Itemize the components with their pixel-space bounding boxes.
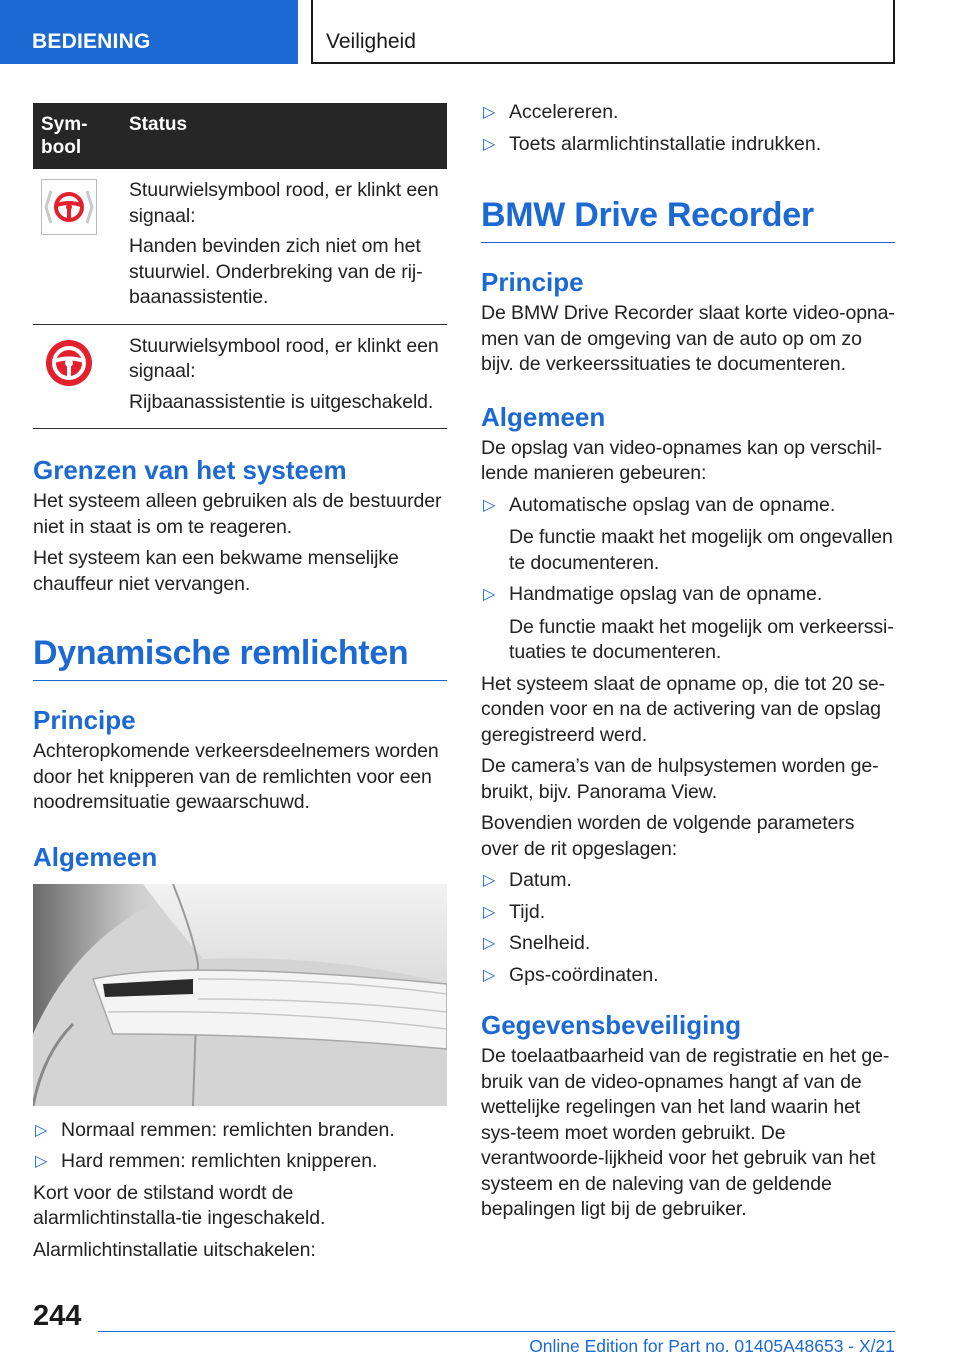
status-cell [121,169,447,324]
list-item: ▷ Tijd. [481,900,895,926]
hazard-off-list [481,100,895,157]
security-heading: Gegevensbeveiliging [481,1010,742,1040]
triangle-bullet-icon: ▷ [483,104,496,121]
list-item: ▷ Handmatige opslag van de opname. De functie maakt het mogelijk om verkeerssi-tuaties te documenteren. [483,583,894,663]
status-line: Stuurwielsymbool rood, er klinkt een signaal: [129,334,439,382]
steering-wheel-red-icon [41,335,97,391]
section-tab [0,0,298,64]
table-header-row [33,103,447,169]
right-column [481,100,895,1229]
list-item: ▷ Toets alarmlichtinstallatie indrukken. [481,132,895,158]
params-list [481,868,895,988]
status-detail: Handen bevinden zich niet om het stuurwiel. Onderbreking van de rij-baanassistentie. [129,235,423,308]
footer-edition: Online Edition for Part no. 01405A48653 - X/21 [529,1336,895,1356]
security-text: De toelaatbaarheid van de registratie en het ge-bruik van de video-opnames hangt af van de wettelijke regelingen van het land waarin het sys-teem moet worden gebruikt. De verantwoorde-lijkheid voor het gebruik van het systeem en de naleving van de geldende bepalingen ligt bij de gebruiker. [481,1045,890,1220]
triangle-bullet-icon: ▷ [483,872,496,889]
triangle-bullet-icon: ▷ [35,1121,48,1139]
chapter-tab [311,0,895,64]
list-item: ▷ Snelheid. [481,931,895,957]
table-row [33,324,447,429]
limits-paragraph: Het systeem alleen gebruiken als de bestuurder niet in staat is om te reageren. [33,490,442,538]
section-title: BEDIENING [32,30,151,53]
list-item: ▷ Normaal remmen: remlichten branden. [33,1118,447,1144]
col-symbol-label: Sym- bool [41,114,88,158]
recorder-paragraph: Het systeem slaat de opname op, die tot 20 se-conden voor en na de activering van de opslag geregistreerd werd. [481,672,886,746]
triangle-bullet-icon: ▷ [483,966,496,984]
recorder-paragraph: De camera’s van de hulpsystemen worden ge-bruikt, bijv. Panorama View. [481,755,879,803]
triangle-bullet-icon: ▷ [483,903,496,921]
symbol-table [33,103,447,429]
hazard-off-paragraph: Alarmlichtinstallatie uitschakelen: [33,1238,316,1261]
hazard-paragraph: Kort voor de stilstand wordt de alarmlichtinstalla-tie ingeschakeld. [33,1181,326,1229]
recorder-general-text: De opslag van video-opnames kan op verschil-lende manieren gebeuren: [481,436,882,484]
list-item: ▷ Datum. [481,868,895,894]
triangle-bullet-icon: ▷ [35,1153,48,1170]
symbol-cell [33,324,121,429]
left-column [33,103,447,1269]
triangle-bullet-icon: ▷ [483,135,496,153]
recorder-general-heading: Algemeen [481,401,606,432]
col-symbol-header [33,103,121,169]
footer-divider [98,1331,895,1332]
chapter-title: Veiligheid [326,30,416,53]
recorder-heading: BMW Drive Recorder [481,195,895,243]
symbol-cell [33,169,121,324]
list-item: ▷ Gps-coördinaten. [481,963,895,989]
recorder-principle-heading: Principe [481,267,584,297]
table-row [33,169,447,324]
triangle-bullet-icon: ▷ [483,586,496,603]
recorder-paragraph: Bovendien worden de volgende parameters over de rit opgeslagen: [481,812,855,860]
brake-principle-heading: Principe [33,705,136,735]
limits-paragraph: Het systeem kan een bekwame menselijke chauffeur niet vervangen. [33,547,399,595]
limits-heading: Grenzen van het systeem [33,455,347,485]
storage-list [481,493,895,666]
brake-principle-text: Achteropkomende verkeersdeelnemers worden door het knipperen van de remlichten voor een noodremsituatie gewaarschuwd. [33,740,439,813]
brake-lights-heading: Dynamische remlichten [33,633,447,681]
status-detail: Rijbaanassistentie is uitgeschakeld. [129,390,434,413]
brake-list [33,1118,447,1175]
triangle-bullet-icon: ▷ [483,935,496,952]
tail-light-image [33,884,447,1106]
list-item: ▷ Accelereren. [481,100,895,126]
triangle-bullet-icon: ▷ [483,496,496,514]
list-item: ▷ Hard remmen: remlichten knipperen. [33,1149,447,1175]
list-item: ▷ Automatische opslag van de opname. De functie maakt het mogelijk om ongevallen te documenteren. [483,493,893,574]
steering-wheel-warning-icon [41,179,97,235]
page-number: 244 [33,1300,82,1332]
recorder-principle-text: De BMW Drive Recorder slaat korte video-opna-men van de omgeving van de auto op om zo bijv. de verkeerssituaties te documenteren. [481,302,895,375]
status-cell [121,324,447,429]
brake-general-heading: Algemeen [33,841,158,872]
status-line: Stuurwielsymbool rood, er klinkt een signaal: [129,179,439,227]
col-status-header: Status [121,103,447,169]
